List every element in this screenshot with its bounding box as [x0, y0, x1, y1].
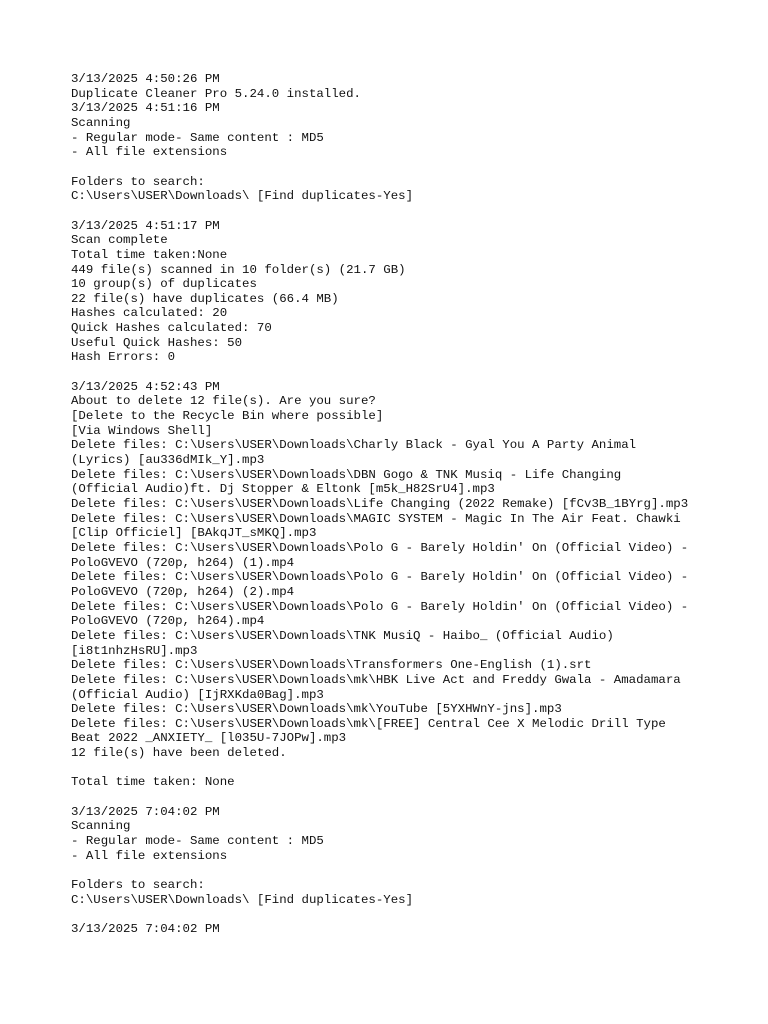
log-line: (Lyrics) [au336dMIk_Y].mp3 — [71, 453, 265, 468]
log-line: Scanning — [71, 819, 131, 834]
log-line: Quick Hashes calculated: 70 — [71, 321, 272, 336]
log-line — [71, 907, 751, 922]
log-line: (Official Audio) [IjRXKda0Bag].mp3 — [71, 687, 324, 702]
log-line: Delete files: C:\Users\USER\Downloads\Polo G - Barely Holdin' On (Official Video) - — [71, 570, 689, 585]
log-line: Useful Quick Hashes: 50 — [71, 335, 243, 350]
log-line: Delete files: C:\Users\USER\Downloads\Polo G - Barely Holdin' On (Official Video) - — [71, 599, 689, 614]
log-line: - All file extensions — [71, 145, 228, 160]
log-line: Delete files: C:\Users\USER\Downloads\DBN Gogo & TNK Musiq - Life Changing — [71, 467, 622, 482]
log-line: Folders to search: — [71, 878, 205, 892]
log-line: [i8t1nhzHsRU].mp3 — [71, 643, 198, 658]
log-line: Delete files: C:\Users\USER\Downloads\Charly Black - Gyal You A Party Animal — [71, 438, 637, 453]
log-line: 10 group(s) of duplicates — [71, 277, 257, 292]
log-line: [Clip Officiel] [BAkqJT_sMKQ].mp3 — [71, 526, 317, 541]
log-line: PoloGVEVO (720p, h264) (2).mp4 — [71, 584, 295, 599]
log-line: Delete files: C:\Users\USER\Downloads\mk\HBK Live Act and Freddy Gwala - Amadamara — [71, 672, 681, 687]
log-line — [71, 160, 751, 175]
log-line: Scanning — [71, 115, 131, 130]
log-line: Delete files: C:\Users\USER\Downloads\Life Changing (2022 Remake) [fCv3B_1BYrg].mp3 — [71, 496, 689, 511]
log-line: Delete files: C:\Users\USER\Downloads\mk\[FREE] Central Cee X Melodic Drill Type — [71, 716, 666, 731]
log-line: 3/13/2025 4:51:16 PM — [71, 101, 220, 116]
log-line: - All file extensions — [71, 848, 228, 863]
log-line: 12 file(s) have been deleted. — [71, 746, 287, 761]
log-line: About to delete 12 file(s). Are you sure? — [71, 394, 376, 409]
log-line: C:\Users\USER\Downloads\ [Find duplicates-Yes] — [71, 189, 414, 204]
log-line: Delete files: C:\Users\USER\Downloads\MAGIC SYSTEM - Magic In The Air Feat. Chawki — [71, 511, 681, 526]
log-line: [Via Windows Shell] — [71, 423, 213, 438]
log-line: Beat 2022 _ANXIETY_ [l035U-7JOPw].mp3 — [71, 731, 347, 746]
log-line: Duplicate Cleaner Pro 5.24.0 installed. — [71, 86, 361, 101]
log-line: Delete files: C:\Users\USER\Downloads\Polo G - Barely Holdin' On (Official Video) - — [71, 540, 689, 555]
log-line: 3/13/2025 4:52:43 PM — [71, 379, 220, 394]
log-line: Folders to search: — [71, 174, 205, 189]
log-line: PoloGVEVO (720p, h264).mp4 — [71, 614, 265, 629]
log-line: Delete files: C:\Users\USER\Downloads\mk\YouTube [5YXHWnY-jns].mp3 — [71, 702, 562, 717]
log-line: (Official Audio)ft. Dj Stopper & Eltonk [m5k_H82SrU4].mp3 — [71, 482, 495, 497]
log-line — [71, 863, 751, 878]
log-line: Hash Errors: 0 — [71, 350, 176, 365]
log-line: 3/13/2025 7:04:02 PM — [71, 804, 220, 819]
log-line: 3/13/2025 4:50:26 PM — [71, 72, 220, 86]
log-text — [71, 72, 751, 937]
log-line: 22 file(s) have duplicates (66.4 MB) — [71, 291, 339, 306]
log-line: - Regular mode- Same content : MD5 — [71, 130, 324, 145]
log-line: Total time taken: None — [71, 775, 235, 790]
log-line: 3/13/2025 4:51:17 PM — [71, 218, 220, 233]
log-line: Delete files: C:\Users\USER\Downloads\Transformers One-English (1).srt — [71, 658, 592, 673]
log-line: Total time taken:None — [71, 247, 228, 262]
log-line: C:\Users\USER\Downloads\ [Find duplicates-Yes] — [71, 892, 414, 907]
log-line: [Delete to the Recycle Bin where possible] — [71, 409, 384, 424]
log-line: Delete files: C:\Users\USER\Downloads\TNK MusiQ - Haibo_ (Official Audio) — [71, 628, 614, 643]
log-line — [71, 790, 751, 805]
log-line — [71, 204, 751, 219]
log-line: Hashes calculated: 20 — [71, 306, 228, 321]
log-line: - Regular mode- Same content : MD5 — [71, 834, 324, 849]
log-line: 449 file(s) scanned in 10 folder(s) (21.7 GB) — [71, 262, 406, 277]
log-line — [71, 761, 751, 776]
log-line — [71, 365, 751, 380]
log-line: 3/13/2025 7:04:02 PM — [71, 921, 220, 936]
log-line: Scan complete — [71, 233, 168, 248]
log-line: PoloGVEVO (720p, h264) (1).mp4 — [71, 555, 295, 570]
